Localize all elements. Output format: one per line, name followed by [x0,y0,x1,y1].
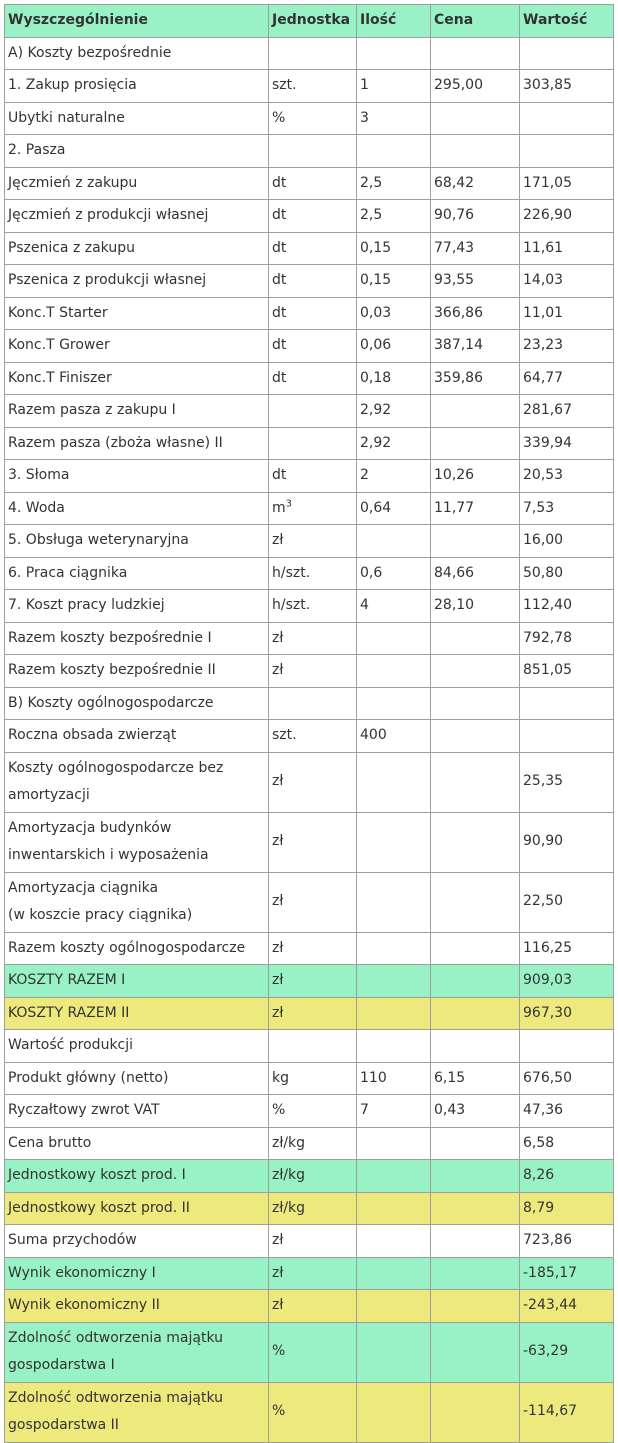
item-cell: 4. Woda [5,492,269,525]
unit-cell: zł/kg [269,1127,357,1160]
quantity-cell: 4 [357,590,431,623]
value-cell: 851,05 [520,655,614,688]
unit-cell: zł/kg [269,1192,357,1225]
quantity-cell [357,687,431,720]
unit-cell [269,687,357,720]
table-row [5,1257,614,1290]
quantity-cell: 1 [357,70,431,103]
value-cell: 226,90 [520,200,614,233]
quantity-cell: 7 [357,1095,431,1128]
item-cell: B) Koszty ogólnogospodarcze [5,687,269,720]
unit-cell [269,37,357,70]
value-cell: -114,67 [520,1382,614,1442]
value-cell: 11,01 [520,297,614,330]
item-cell: 7. Koszt pracy ludzkiej [5,590,269,623]
unit-cell: dt [269,265,357,298]
value-cell: 20,53 [520,460,614,493]
value-cell: 14,03 [520,265,614,298]
unit-cell: dt [269,200,357,233]
table-row [5,622,614,655]
item-cell: Razem koszty bezpośrednie I [5,622,269,655]
table-row [5,1062,614,1095]
table-row [5,200,614,233]
value-cell: 47,36 [520,1095,614,1128]
unit-cell [269,427,357,460]
header-quantity: Ilość [357,5,431,38]
price-cell [431,37,520,70]
item-cell: KOSZTY RAZEM I [5,965,269,998]
unit-cell: zł [269,932,357,965]
unit-cell: % [269,1322,357,1382]
unit-cell: % [269,1382,357,1442]
price-cell [431,1257,520,1290]
value-cell [520,687,614,720]
item-cell: Amortyzacja budynków inwentarskich i wyposażenia [5,812,269,872]
value-cell: 16,00 [520,525,614,558]
value-cell [520,37,614,70]
value-cell: 23,23 [520,330,614,363]
price-cell: 6,15 [431,1062,520,1095]
item-cell: Pszenica z produkcji własnej [5,265,269,298]
price-cell [431,395,520,428]
value-cell: 676,50 [520,1062,614,1095]
item-cell: Wynik ekonomiczny II [5,1290,269,1323]
item-cell: Cena brutto [5,1127,269,1160]
value-cell: -185,17 [520,1257,614,1290]
price-cell: 366,86 [431,297,520,330]
price-cell: 11,77 [431,492,520,525]
quantity-cell: 0,64 [357,492,431,525]
quantity-cell: 110 [357,1062,431,1095]
header-row [5,5,614,38]
value-cell: 967,30 [520,997,614,1030]
value-cell: 50,80 [520,557,614,590]
value-cell: 339,94 [520,427,614,460]
unit-cell: % [269,102,357,135]
value-cell: -63,29 [520,1322,614,1382]
value-cell [520,1030,614,1063]
unit-cell: zł/kg [269,1160,357,1193]
price-cell: 10,26 [431,460,520,493]
item-cell: Koszty ogólnogospodarcze bez amortyzacji [5,752,269,812]
unit-cell: zł [269,965,357,998]
price-cell [431,525,520,558]
cost-table [4,4,614,1443]
unit-cell: dt [269,460,357,493]
item-cell: Razem pasza z zakupu I [5,395,269,428]
quantity-cell: 2 [357,460,431,493]
unit-cell: dt [269,297,357,330]
table-row [5,102,614,135]
quantity-cell: 0,06 [357,330,431,363]
unit-cell: zł [269,655,357,688]
quantity-cell [357,872,431,932]
table-row [5,997,614,1030]
table-row [5,330,614,363]
quantity-cell [357,812,431,872]
quantity-cell [357,1322,431,1382]
value-cell: -243,44 [520,1290,614,1323]
item-cell: Razem pasza (zboża własne) II [5,427,269,460]
quantity-cell [357,752,431,812]
quantity-cell [357,965,431,998]
item-cell: Konc.T Grower [5,330,269,363]
price-cell: 90,76 [431,200,520,233]
item-cell: Ryczałtowy zwrot VAT [5,1095,269,1128]
item-cell: Roczna obsada zwierząt [5,720,269,753]
table-row [5,1160,614,1193]
price-cell [431,720,520,753]
value-cell: 723,86 [520,1225,614,1258]
table-row [5,135,614,168]
price-cell [431,1030,520,1063]
quantity-cell: 3 [357,102,431,135]
unit-cell: % [269,1095,357,1128]
unit-cell [269,135,357,168]
value-cell: 112,40 [520,590,614,623]
table-row [5,1322,614,1382]
quantity-cell [357,1225,431,1258]
unit-cell [269,1030,357,1063]
table-row [5,1127,614,1160]
quantity-cell: 2,92 [357,395,431,428]
price-cell: 93,55 [431,265,520,298]
header-value: Wartość [520,5,614,38]
unit-cell: kg [269,1062,357,1095]
value-cell [520,102,614,135]
item-cell: 5. Obsługa weterynaryjna [5,525,269,558]
unit-cell: h/szt. [269,557,357,590]
table-row [5,687,614,720]
item-cell: Konc.T Finiszer [5,362,269,395]
quantity-cell [357,655,431,688]
quantity-cell [357,1192,431,1225]
price-cell [431,1192,520,1225]
table-row [5,1290,614,1323]
unit-cell: dt [269,362,357,395]
price-cell [431,1382,520,1442]
table-row [5,1225,614,1258]
table-row [5,1192,614,1225]
item-cell: Amortyzacja ciągnika (w koszcie pracy ciągnika) [5,872,269,932]
table-row [5,1382,614,1442]
table-row [5,812,614,872]
item-cell: 3. Słoma [5,460,269,493]
item-cell: Razem koszty ogólnogospodarcze [5,932,269,965]
table-row [5,297,614,330]
item-cell: Konc.T Starter [5,297,269,330]
value-cell: 22,50 [520,872,614,932]
table-row [5,362,614,395]
header-unit: Jednostka [269,5,357,38]
item-cell: Zdolność odtworzenia majątku gospodarstwa II [5,1382,269,1442]
item-cell: 2. Pasza [5,135,269,168]
quantity-cell: 400 [357,720,431,753]
value-cell: 171,05 [520,167,614,200]
unit-cell: zł [269,752,357,812]
table-row [5,1095,614,1128]
table-row [5,167,614,200]
item-cell: 1. Zakup prosięcia [5,70,269,103]
item-cell: Jednostkowy koszt prod. II [5,1192,269,1225]
quantity-cell: 2,5 [357,200,431,233]
table-row [5,525,614,558]
unit-cell [269,395,357,428]
value-cell: 116,25 [520,932,614,965]
price-cell [431,102,520,135]
price-cell [431,812,520,872]
price-cell: 77,43 [431,232,520,265]
item-cell: A) Koszty bezpośrednie [5,37,269,70]
table-row [5,427,614,460]
table-row [5,720,614,753]
price-cell [431,752,520,812]
value-cell: 281,67 [520,395,614,428]
value-cell: 6,58 [520,1127,614,1160]
price-cell [431,965,520,998]
price-cell: 359,86 [431,362,520,395]
price-cell [431,1225,520,1258]
price-cell [431,1127,520,1160]
unit-cell: zł [269,1225,357,1258]
unit-cell: zł [269,1290,357,1323]
quantity-cell: 0,03 [357,297,431,330]
header-price: Cena [431,5,520,38]
unit-cell: zł [269,872,357,932]
price-cell [431,655,520,688]
value-cell: 8,79 [520,1192,614,1225]
item-cell: Produkt główny (netto) [5,1062,269,1095]
table-row [5,265,614,298]
unit-cell: szt. [269,70,357,103]
value-cell: 909,03 [520,965,614,998]
quantity-cell [357,1030,431,1063]
table-row [5,460,614,493]
table-row [5,590,614,623]
item-cell: Jednostkowy koszt prod. I [5,1160,269,1193]
unit-cell: dt [269,330,357,363]
unit-cell: h/szt. [269,590,357,623]
item-cell: Wynik ekonomiczny I [5,1257,269,1290]
quantity-cell: 2,92 [357,427,431,460]
value-cell: 792,78 [520,622,614,655]
price-cell [431,622,520,655]
unit-cell: zł [269,812,357,872]
price-cell [431,932,520,965]
price-cell: 84,66 [431,557,520,590]
quantity-cell: 0,15 [357,232,431,265]
quantity-cell [357,1160,431,1193]
quantity-cell [357,1257,431,1290]
unit-cell: dt [269,232,357,265]
item-cell: Wartość produkcji [5,1030,269,1063]
quantity-cell [357,932,431,965]
quantity-cell [357,135,431,168]
price-cell [431,872,520,932]
unit-cell: szt. [269,720,357,753]
value-cell: 11,61 [520,232,614,265]
quantity-cell [357,1290,431,1323]
item-cell: Ubytki naturalne [5,102,269,135]
table-row [5,965,614,998]
quantity-cell [357,525,431,558]
quantity-cell [357,622,431,655]
quantity-cell: 2,5 [357,167,431,200]
price-cell: 0,43 [431,1095,520,1128]
quantity-cell [357,997,431,1030]
quantity-cell: 0,6 [357,557,431,590]
value-cell: 25,35 [520,752,614,812]
table-row [5,655,614,688]
table-row [5,70,614,103]
unit-cell: dt [269,167,357,200]
price-cell [431,997,520,1030]
item-cell: 6. Praca ciągnika [5,557,269,590]
price-cell [431,687,520,720]
item-cell: Razem koszty bezpośrednie II [5,655,269,688]
table-row [5,752,614,812]
header-item: Wyszczególnienie [5,5,269,38]
table-row [5,932,614,965]
unit-cell: zł [269,1257,357,1290]
value-cell: 64,77 [520,362,614,395]
table-row [5,492,614,525]
unit-cell: zł [269,622,357,655]
item-cell: Jęczmień z produkcji własnej [5,200,269,233]
item-cell: Pszenica z zakupu [5,232,269,265]
value-cell [520,720,614,753]
price-cell: 295,00 [431,70,520,103]
unit-cell: $m^3$ [269,492,357,525]
table-row [5,557,614,590]
table-row [5,395,614,428]
price-cell [431,135,520,168]
price-cell [431,1290,520,1323]
item-cell: Zdolność odtworzenia majątku gospodarstwa I [5,1322,269,1382]
value-cell [520,135,614,168]
price-cell: 28,10 [431,590,520,623]
table-row [5,232,614,265]
quantity-cell [357,1127,431,1160]
price-cell [431,427,520,460]
quantity-cell [357,1382,431,1442]
value-cell: 8,26 [520,1160,614,1193]
value-cell: 7,53 [520,492,614,525]
table-row [5,872,614,932]
item-cell: Jęczmień z zakupu [5,167,269,200]
unit-cell: zł [269,525,357,558]
item-cell: KOSZTY RAZEM II [5,997,269,1030]
table-row [5,1030,614,1063]
price-cell [431,1322,520,1382]
item-cell: Suma przychodów [5,1225,269,1258]
table-row [5,37,614,70]
quantity-cell: 0,18 [357,362,431,395]
price-cell: 387,14 [431,330,520,363]
quantity-cell: 0,15 [357,265,431,298]
price-cell: 68,42 [431,167,520,200]
value-cell: 90,90 [520,812,614,872]
price-cell [431,1160,520,1193]
unit-cell: zł [269,997,357,1030]
quantity-cell [357,37,431,70]
value-cell: 303,85 [520,70,614,103]
